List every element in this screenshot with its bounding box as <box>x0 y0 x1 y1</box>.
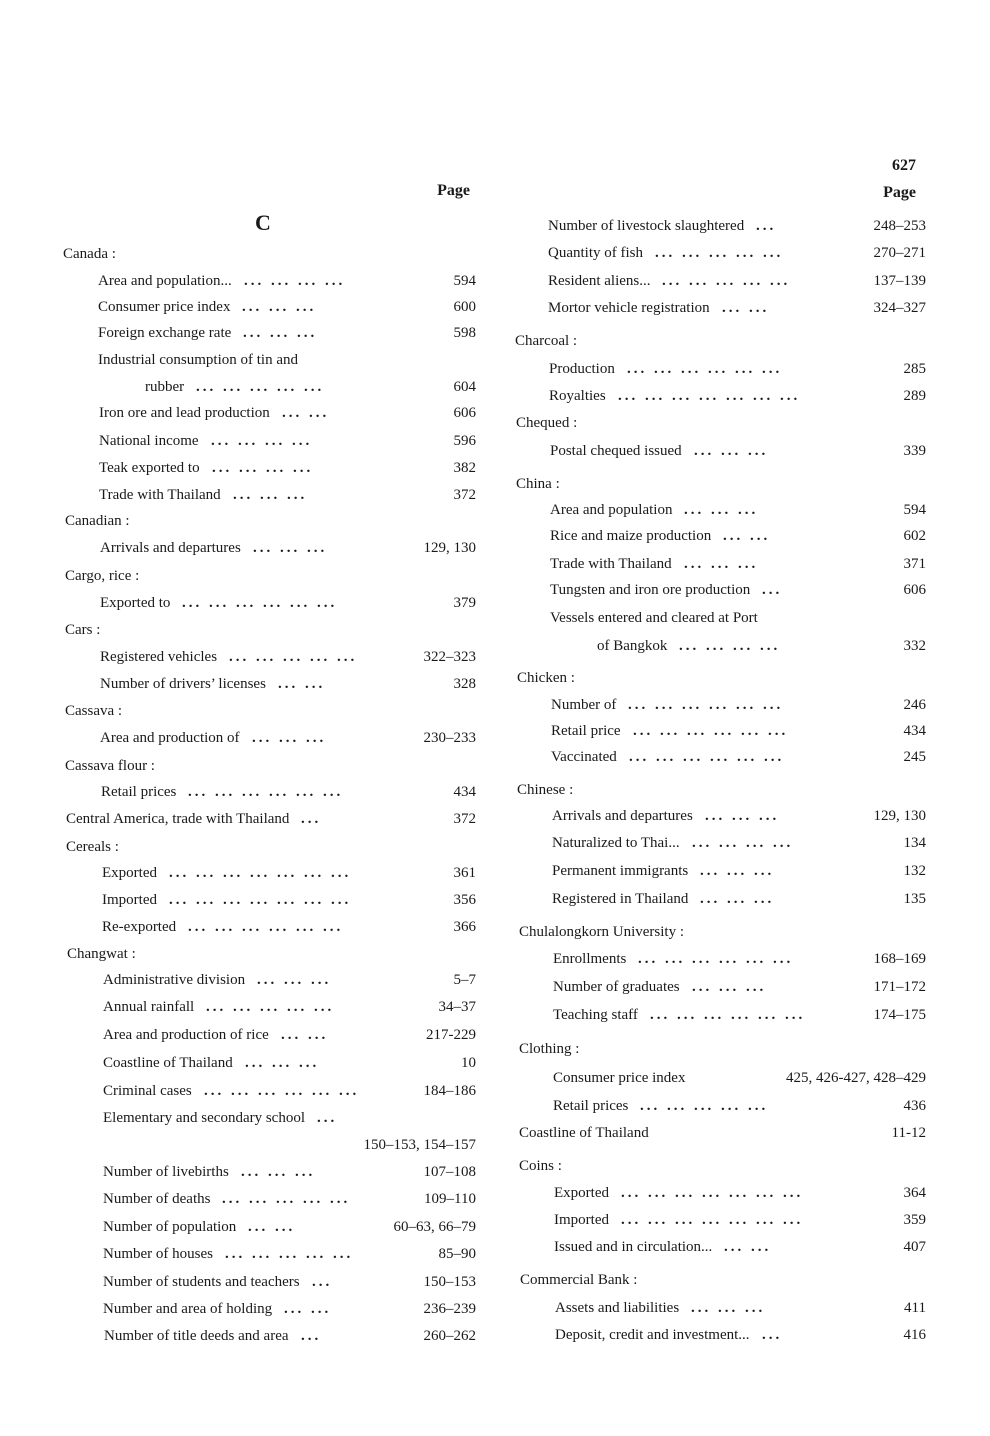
index-entry <box>101 782 476 802</box>
entry-label: Cargo, rice : <box>65 568 140 584</box>
leader-dots: ... ... ... ... ... ... <box>628 697 784 713</box>
index-entry <box>548 298 926 318</box>
index-entry <box>555 1325 926 1345</box>
index-entry <box>555 1298 926 1318</box>
entry-page-ref: 598 <box>453 325 476 341</box>
entry-page-ref: 270–271 <box>873 245 926 261</box>
index-entry <box>103 1244 476 1264</box>
entry-page-ref: 5–7 <box>453 972 476 988</box>
index-entry <box>103 1217 476 1237</box>
entry-page-ref: 324–327 <box>873 300 926 316</box>
entry-label: National income <box>99 433 199 449</box>
entry-label: Clothing : <box>519 1041 580 1057</box>
entry-page-ref: 174–175 <box>873 1007 926 1023</box>
leader-dots: ... ... ... ... <box>692 835 794 851</box>
leader-dots: ... ... ... ... ... ... ... <box>169 865 352 881</box>
entry-page-ref: 372 <box>453 811 476 827</box>
entry-page-ref: 230–233 <box>423 730 476 746</box>
entry-label: Vessels entered and cleared at Port <box>550 610 758 626</box>
entry-label: Deposit, credit and investment... <box>555 1327 750 1343</box>
index-entry <box>549 386 926 406</box>
entry-page-ref: 411 <box>904 1300 926 1316</box>
index-entry <box>99 458 476 478</box>
entry-label: Number of livebirths <box>103 1164 229 1180</box>
index-entry <box>550 580 926 600</box>
entry-page-ref: 596 <box>453 433 476 449</box>
leader-dots: ... ... ... ... ... <box>196 379 325 395</box>
entry-label: Industrial consumption of tin and <box>98 352 298 368</box>
index-heading <box>65 511 476 531</box>
leader-dots: ... ... ... ... ... ... <box>188 919 344 935</box>
index-entry <box>554 1237 926 1257</box>
entry-label: Canada : <box>63 246 116 262</box>
leader-dots: ... ... <box>281 1027 329 1043</box>
entry-page-ref: 379 <box>453 595 476 611</box>
index-entry <box>549 359 926 379</box>
entry-page-ref: 11-12 <box>891 1125 926 1141</box>
leader-dots: ... ... ... <box>257 972 332 988</box>
entry-label: Number of population <box>103 1219 237 1235</box>
index-heading <box>517 668 926 688</box>
entry-label: Retail price <box>551 723 621 739</box>
index-heading <box>65 566 476 586</box>
leader-dots: ... ... ... <box>684 502 759 518</box>
index-entry <box>550 500 926 520</box>
index-entry <box>553 949 926 969</box>
entry-page-ref: 150–153, 154–157 <box>363 1137 476 1153</box>
entry-label: Foreign exchange rate <box>98 325 232 341</box>
leader-dots: ... ... ... ... ... ... <box>204 1083 360 1099</box>
index-entry <box>98 350 476 370</box>
index-entry <box>100 674 476 694</box>
entry-page-ref: 416 <box>903 1327 926 1343</box>
index-entry <box>551 695 926 715</box>
entry-page-ref: 356 <box>453 892 476 908</box>
entry-page-ref: 604 <box>453 379 476 395</box>
index-entry <box>597 636 926 656</box>
index-entry <box>99 403 476 423</box>
index-heading <box>65 620 476 640</box>
entry-label: Elementary and secondary school <box>103 1110 306 1126</box>
entry-label: Imported <box>554 1212 609 1228</box>
index-heading <box>519 922 926 942</box>
entry-page-ref: 328 <box>453 676 476 692</box>
entry-page-ref: 60–63, 66–79 <box>393 1219 476 1235</box>
index-entry <box>553 1096 926 1116</box>
entry-page-ref: 135 <box>903 891 926 907</box>
entry-page-ref: 371 <box>903 556 926 572</box>
entry-page-ref: 129, 130 <box>423 540 476 556</box>
leader-dots: ... ... ... <box>243 325 318 341</box>
leader-dots: ... ... ... ... ... <box>655 245 784 261</box>
entry-page-ref: 434 <box>453 784 476 800</box>
leader-dots: ... ... ... ... <box>211 433 313 449</box>
index-heading <box>515 331 926 351</box>
leader-dots: ... ... ... ... ... ... <box>633 723 789 739</box>
index-entry <box>104 1326 476 1346</box>
leader-dots: ... <box>301 811 322 827</box>
leader-dots: ... ... <box>282 405 330 421</box>
page-column-header-left: Page <box>437 182 470 199</box>
leader-dots: ... ... ... ... ... <box>640 1098 769 1114</box>
entry-label: Consumer price index <box>98 299 231 315</box>
entry-page-ref: 134 <box>903 835 926 851</box>
entry-label: Enrollments <box>553 951 627 967</box>
entry-page-ref: 248–253 <box>873 218 926 234</box>
index-entry <box>103 970 476 990</box>
entry-label: Trade with Thailand <box>99 487 221 503</box>
entry-label: of Bangkok <box>597 638 668 654</box>
leader-dots: ... ... ... ... <box>244 273 346 289</box>
entry-label: Registered in Thailand <box>552 891 689 907</box>
entry-page-ref: 600 <box>453 299 476 315</box>
entry-label: Exported to <box>100 595 171 611</box>
entry-label: Retail prices <box>101 784 177 800</box>
entry-label: Cereals : <box>66 839 119 855</box>
page-number: 627 <box>892 157 916 174</box>
index-entry <box>103 1189 476 1209</box>
entry-page-ref: 606 <box>903 582 926 598</box>
leader-dots: ... ... ... <box>241 1164 316 1180</box>
index-heading <box>65 756 476 776</box>
leader-dots: ... ... ... ... ... <box>229 649 358 665</box>
entry-label: Resident aliens... <box>548 273 651 289</box>
index-heading <box>519 1156 926 1176</box>
entry-page-ref: 407 <box>903 1239 926 1255</box>
entry-page-ref: 245 <box>903 749 926 765</box>
entry-label: Number of deaths <box>103 1191 211 1207</box>
index-heading <box>519 1123 926 1143</box>
index-heading <box>67 944 476 964</box>
leader-dots: ... ... <box>284 1301 332 1317</box>
leader-dots: ... ... <box>278 676 326 692</box>
entry-label: Number of houses <box>103 1246 213 1262</box>
leader-dots: ... <box>762 1327 783 1343</box>
leader-dots: ... <box>312 1274 333 1290</box>
index-entry <box>103 1081 476 1101</box>
entry-label: China : <box>516 476 560 492</box>
entry-page-ref: 285 <box>903 361 926 377</box>
entry-page-ref: 150–153 <box>423 1274 476 1290</box>
index-entry <box>553 1068 926 1088</box>
leader-dots: ... ... ... ... ... ... ... <box>618 388 801 404</box>
leader-dots: ... ... ... ... ... ... <box>627 361 783 377</box>
leader-dots: ... ... ... <box>692 979 767 995</box>
leader-dots: ... ... ... ... <box>679 638 781 654</box>
entry-label: Vaccinated <box>551 749 617 765</box>
entry-page-ref: 10 <box>461 1055 476 1071</box>
entry-label: Exported <box>102 865 157 881</box>
leader-dots: ... ... ... ... ... ... <box>188 784 344 800</box>
entry-label: Chequed : <box>516 415 578 431</box>
entry-label: Mortor vehicle registration <box>548 300 710 316</box>
entry-page-ref: 434 <box>903 723 926 739</box>
entry-page-ref: 339 <box>903 443 926 459</box>
leader-dots: ... ... <box>722 300 770 316</box>
index-entry <box>102 863 476 883</box>
index-entry <box>550 554 926 574</box>
index-heading <box>516 413 926 433</box>
entry-label: Area and population... <box>98 273 232 289</box>
entry-label: Number and area of holding <box>103 1301 273 1317</box>
index-entry <box>100 538 476 558</box>
entry-label: Criminal cases <box>103 1083 192 1099</box>
entry-label: Cassava : <box>65 703 123 719</box>
page-column-header-right: Page <box>883 184 916 201</box>
entry-label: Consumer price index <box>553 1070 686 1086</box>
leader-dots: ... ... ... ... ... <box>206 999 335 1015</box>
leader-dots: ... ... ... ... ... <box>225 1246 354 1262</box>
entry-label: Number of students and teachers <box>103 1274 300 1290</box>
index-entry <box>550 441 926 461</box>
leader-dots: ... ... ... <box>684 556 759 572</box>
index-entry <box>550 608 926 628</box>
index-entry <box>552 861 926 881</box>
entry-page-ref: 594 <box>453 273 476 289</box>
leader-dots: ... ... <box>723 528 771 544</box>
entry-label: Administrative division <box>103 972 246 988</box>
entry-label: Quantity of fish <box>548 245 643 261</box>
entry-page-ref: 171–172 <box>873 979 926 995</box>
index-entry <box>100 728 476 748</box>
entry-label: Tungsten and iron ore production <box>550 582 751 598</box>
leader-dots: ... <box>756 218 777 234</box>
entry-label: Cassava flour : <box>65 758 155 774</box>
index-heading <box>516 474 926 494</box>
entry-page-ref: 436 <box>903 1098 926 1114</box>
leader-dots: ... ... ... <box>700 891 775 907</box>
entry-label: Coastline of Thailand <box>103 1055 233 1071</box>
index-entry <box>103 1053 476 1073</box>
leader-dots: ... ... <box>248 1219 296 1235</box>
leader-dots: ... ... ... ... ... ... ... <box>621 1185 804 1201</box>
entry-label: Number of title deeds and area <box>104 1328 289 1344</box>
entry-label: Iron ore and lead production <box>99 405 270 421</box>
index-heading <box>66 837 476 857</box>
entry-label: Retail prices <box>553 1098 629 1114</box>
leader-dots: ... ... ... ... ... ... <box>650 1007 806 1023</box>
entry-label: Charcoal : <box>515 333 578 349</box>
index-entry <box>548 271 926 291</box>
leader-dots: ... ... ... ... ... <box>662 273 791 289</box>
leader-dots: ... ... ... ... <box>212 460 314 476</box>
leader-dots: ... ... ... <box>253 540 328 556</box>
leader-dots: ... ... ... <box>694 443 769 459</box>
leader-dots: ... <box>301 1328 322 1344</box>
index-entry <box>100 647 476 667</box>
entry-label: Number of <box>551 697 617 713</box>
entry-page-ref: 85–90 <box>438 1246 476 1262</box>
index-entry <box>552 833 926 853</box>
entry-label: Chinese : <box>517 782 574 798</box>
entry-page-ref: 168–169 <box>873 951 926 967</box>
index-entry <box>550 526 926 546</box>
leader-dots: ... ... ... ... ... ... ... <box>169 892 352 908</box>
entry-page-ref: 129, 130 <box>873 808 926 824</box>
entry-label: Re-exported <box>102 919 177 935</box>
entry-page-ref: 34–37 <box>438 999 476 1015</box>
index-entry <box>99 485 476 505</box>
leader-dots: ... ... ... <box>245 1055 320 1071</box>
index-heading <box>63 244 476 264</box>
entry-label: Central America, trade with Thailand <box>66 811 290 827</box>
leader-dots: ... ... ... <box>233 487 308 503</box>
entry-label: Coins : <box>519 1158 562 1174</box>
index-entry <box>553 1005 926 1025</box>
entry-page-ref: 606 <box>453 405 476 421</box>
entry-page-ref: 364 <box>903 1185 926 1201</box>
index-entry <box>98 271 476 291</box>
index-entry <box>551 747 926 767</box>
entry-page-ref: 332 <box>903 638 926 654</box>
index-entry <box>103 1299 476 1319</box>
index-entry <box>554 1183 926 1203</box>
entry-page-ref: 382 <box>453 460 476 476</box>
leader-dots: ... ... ... <box>252 730 327 746</box>
entry-page-ref: 109–110 <box>424 1191 476 1207</box>
entry-page-ref: 361 <box>453 865 476 881</box>
entry-page-ref: 246 <box>903 697 926 713</box>
entry-label: Naturalized to Thai... <box>552 835 680 851</box>
leader-dots: ... ... ... <box>705 808 780 824</box>
entry-label: Annual rainfall <box>103 999 195 1015</box>
entry-label: Changwat : <box>67 946 136 962</box>
entry-label: Area and production of rice <box>103 1027 269 1043</box>
index-entry <box>99 431 476 451</box>
leader-dots: ... <box>317 1110 338 1126</box>
entry-label: Production <box>549 361 615 377</box>
leader-dots: ... ... ... <box>700 863 775 879</box>
entry-label: Rice and maize production <box>550 528 712 544</box>
index-entry <box>551 721 926 741</box>
entry-page-ref: 322–323 <box>423 649 476 665</box>
index-entry <box>103 1025 476 1045</box>
index-entry <box>554 1210 926 1230</box>
index-entry <box>100 593 476 613</box>
entry-label: Cars : <box>65 622 101 638</box>
entry-page-ref: 359 <box>903 1212 926 1228</box>
entry-page-ref: 132 <box>903 863 926 879</box>
entry-page-ref: 289 <box>903 388 926 404</box>
leader-dots: ... ... ... ... ... ... <box>629 749 785 765</box>
entry-label: Area and production of <box>100 730 240 746</box>
leader-dots: ... ... ... <box>242 299 317 315</box>
entry-page-ref: 184–186 <box>423 1083 476 1099</box>
index-entry <box>103 997 476 1017</box>
leader-dots: ... ... ... ... ... ... ... <box>621 1212 804 1228</box>
entry-label: Exported <box>554 1185 609 1201</box>
entry-page-ref: 217-229 <box>426 1027 476 1043</box>
index-entry <box>102 890 476 910</box>
leader-dots: ... ... ... ... ... ... <box>638 951 794 967</box>
entry-label: Assets and liabilities <box>555 1300 680 1316</box>
entry-page-ref: 236–239 <box>423 1301 476 1317</box>
entry-label: Chulalongkorn University : <box>519 924 684 940</box>
index-entry <box>103 1108 476 1128</box>
entry-label: Arrivals and departures <box>552 808 693 824</box>
entry-page-ref: 594 <box>903 502 926 518</box>
leader-dots: ... <box>762 582 783 598</box>
entry-label: Royalties <box>549 388 606 404</box>
index-entry <box>103 1135 476 1155</box>
entry-label: Teak exported to <box>99 460 200 476</box>
index-entry <box>103 1162 476 1182</box>
entry-page-ref: 366 <box>453 919 476 935</box>
entry-page-ref: 602 <box>903 528 926 544</box>
leader-dots: ... ... ... <box>691 1300 766 1316</box>
leader-dots: ... ... ... ... ... ... <box>182 595 338 611</box>
index-entry <box>98 323 476 343</box>
index-heading <box>65 701 476 721</box>
section-letter: C <box>255 210 271 235</box>
entry-label: Coastline of Thailand <box>519 1125 649 1141</box>
entry-label: Issued and in circulation... <box>554 1239 713 1255</box>
entry-label: Commercial Bank : <box>520 1272 638 1288</box>
entry-label: Permanent immigrants <box>552 863 689 879</box>
entry-label: rubber <box>145 379 185 395</box>
index-entry <box>548 243 926 263</box>
index-entry <box>98 297 476 317</box>
index-heading <box>66 809 476 829</box>
entry-label: Arrivals and departures <box>100 540 241 556</box>
index-heading <box>520 1270 926 1290</box>
leader-dots: ... ... <box>724 1239 772 1255</box>
index-entry <box>102 917 476 937</box>
entry-label: Number of drivers’ licenses <box>100 676 266 692</box>
entry-page-ref: 425, 426-427, 428–429 <box>786 1070 926 1086</box>
entry-label: Canadian : <box>65 513 130 529</box>
index-entry <box>552 806 926 826</box>
leader-dots: ... ... ... ... ... <box>222 1191 351 1207</box>
entry-label: Postal chequed issued <box>550 443 682 459</box>
index-heading <box>519 1039 926 1059</box>
entry-label: Chicken : <box>517 670 575 686</box>
index-entry <box>103 1272 476 1292</box>
entry-label: Area and population <box>550 502 673 518</box>
entry-label: Trade with Thailand <box>550 556 672 572</box>
entry-label: Teaching staff <box>553 1007 638 1023</box>
entry-page-ref: 137–139 <box>873 273 926 289</box>
entry-label: Number of graduates <box>553 979 680 995</box>
index-entry <box>145 377 476 397</box>
entry-page-ref: 260–262 <box>423 1328 476 1344</box>
index-entry <box>548 216 926 236</box>
entry-label: Imported <box>102 892 157 908</box>
entry-page-ref: 372 <box>453 487 476 503</box>
index-entry <box>552 889 926 909</box>
entry-page-ref: 107–108 <box>423 1164 476 1180</box>
index-entry <box>553 977 926 997</box>
entry-label: Registered vehicles <box>100 649 218 665</box>
index-heading <box>517 780 926 800</box>
entry-label: Number of livestock slaughtered <box>548 218 745 234</box>
